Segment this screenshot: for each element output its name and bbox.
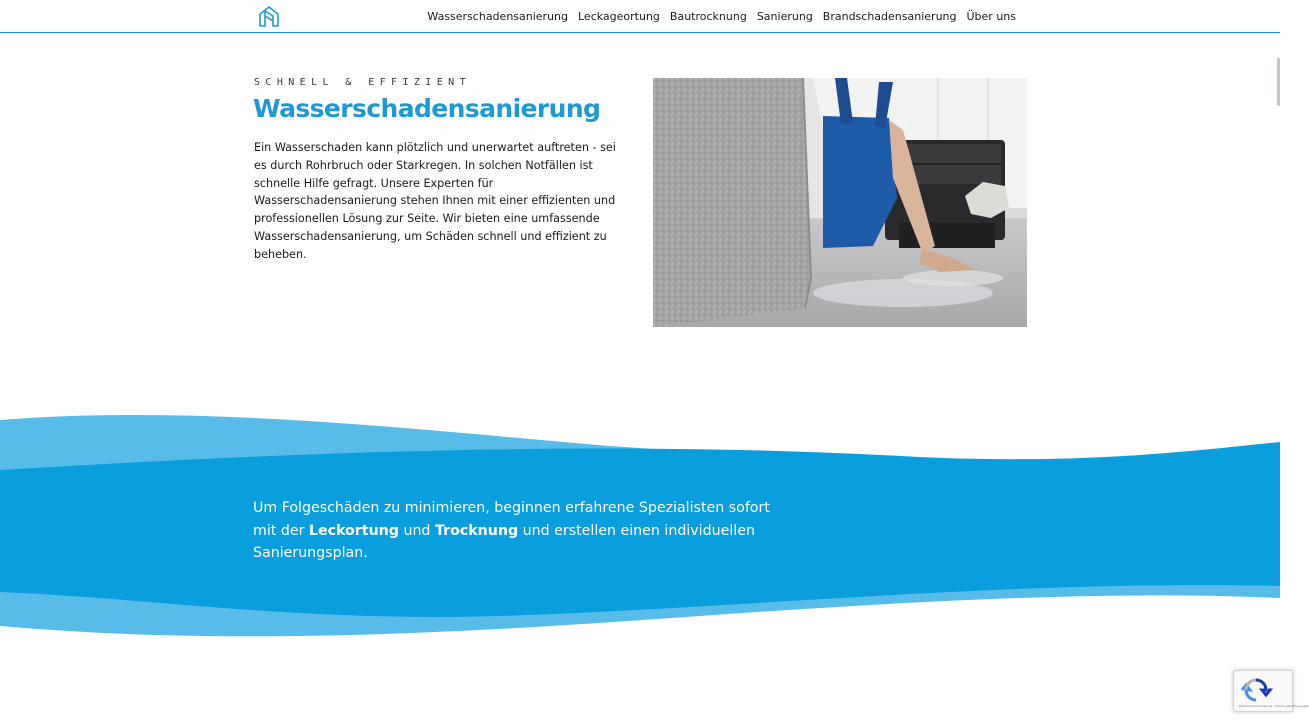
recaptcha-icon [1243, 677, 1269, 703]
house-frame-logo-icon[interactable] [258, 5, 280, 27]
recaptcha-badge[interactable] [1233, 670, 1309, 712]
nav-link-brandschadensanierung[interactable]: Brandschadensanierung [822, 9, 957, 23]
nav-link-wasserschadensanierung[interactable]: Wasserschadensanierung [427, 9, 568, 23]
main-nav [427, 0, 1016, 32]
hero-eyebrow: SCHNELL & EFFIZIENT [254, 77, 471, 88]
band-text-part-2: und [398, 522, 435, 539]
nav-link-leckageortung[interactable]: Leckageortung [578, 9, 660, 23]
band-text-part-3: und erstellen einen individuellen Sanierungsplan. [253, 522, 755, 561]
band-paragraph [253, 497, 793, 565]
hero-paragraph: Ein Wasserschaden kann plötzlich und unerwartet auftreten - sei es durch Rohrbruch oder Starkregen. In solchen Notfällen ist schnelle Hilfe gefragt. Unsere Experten für Wasserschadensanierung stehen Ihnen mit einer effizienten und professionellen Lösung zur Seite. Wir bieten eine umfassende Wasserschadensanierung, um Schäden schnell und effizient zu beheben. [254, 141, 616, 261]
nav-link-ueber-uns[interactable]: Über uns [966, 9, 1016, 23]
recaptcha-legal-text[interactable]: Datenschutzerklärung - Nutzungsbedingungen [1239, 704, 1309, 708]
site-header [0, 0, 1280, 33]
hero-title: Wasserschadensanierung [253, 94, 601, 123]
nav-link-sanierung[interactable]: Sanierung [756, 9, 813, 23]
page-scrollbar[interactable] [1277, 58, 1280, 106]
nav-link-bautrocknung[interactable]: Bautrocknung [669, 9, 747, 23]
trocknung-link[interactable]: Trocknung [434, 522, 519, 539]
worker-photo [653, 78, 1027, 327]
leckortung-link[interactable]: Leckortung [308, 522, 399, 539]
band-text-part-1: Um Folgeschäden zu minimieren, beginnen erfahrene Spezialisten sofort mit der [253, 500, 770, 539]
